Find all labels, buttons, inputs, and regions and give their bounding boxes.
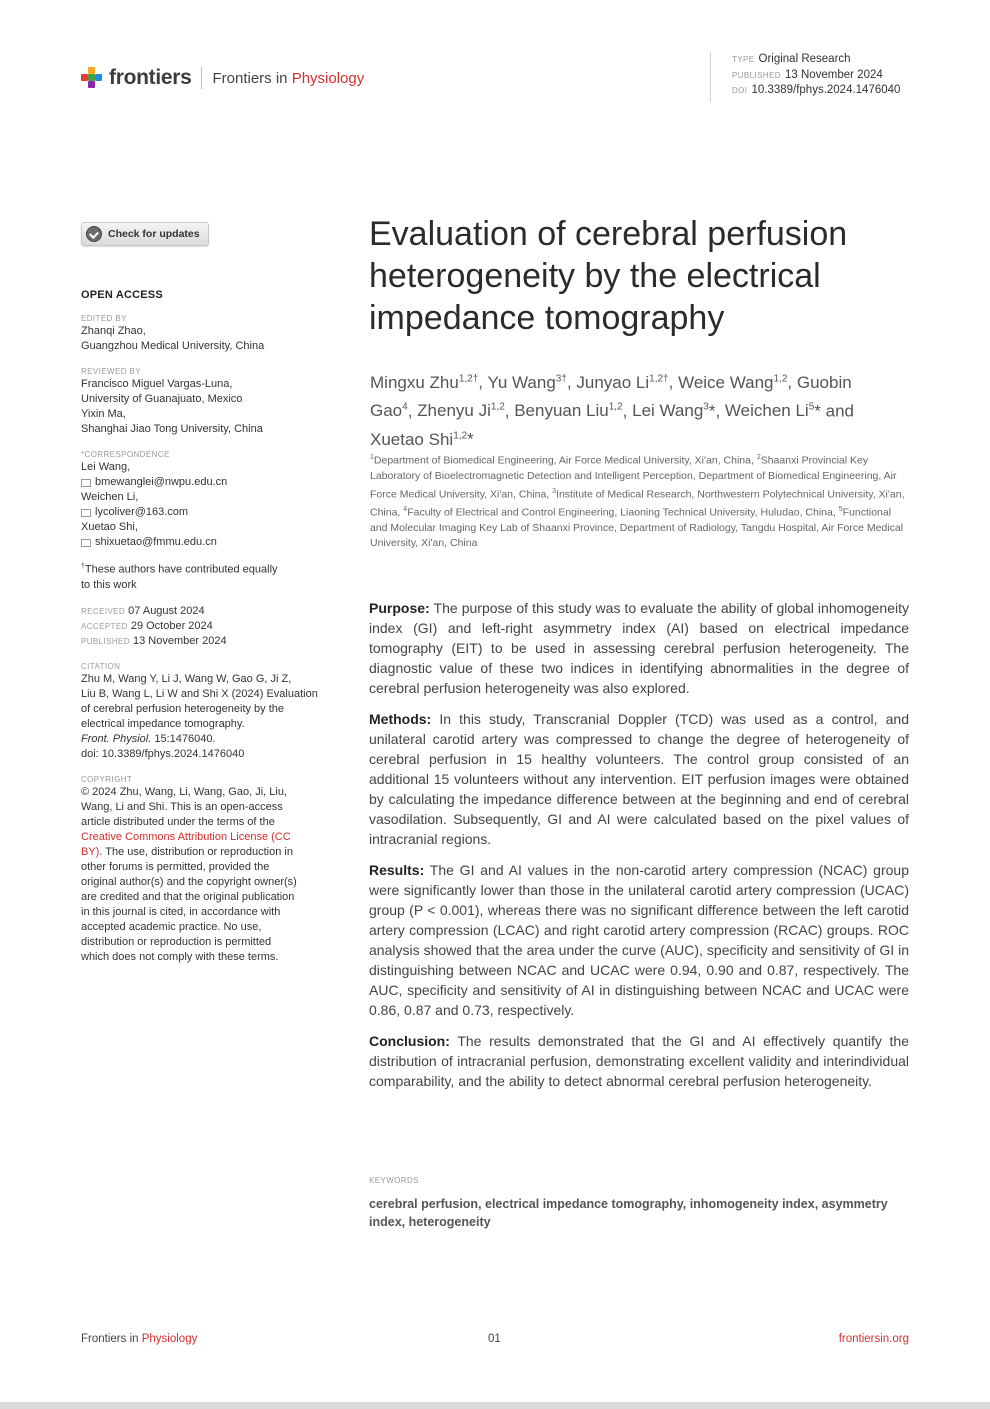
citation-line: electrical impedance tomography.	[81, 717, 245, 730]
frontiers-logo-icon	[81, 67, 103, 89]
article-title: Evaluation of cerebral perfusion heterogeneity by the electrical impedance tomography	[369, 215, 848, 337]
citation-line: Zhu M, Wang Y, Li J, Wang W, Gao G, Ji Z,	[81, 672, 292, 685]
correspondent-email[interactable]: bmewanglei@nwpu.edu.cn	[81, 475, 333, 490]
author[interactable]: Weichen Li$^5$	[724, 401, 815, 421]
bottom-divider	[0, 1402, 990, 1409]
author[interactable]: Mingxu Zhu$^{1,2\dagger}$	[370, 372, 479, 392]
envelope-icon	[81, 479, 91, 487]
edited-by-label: EDITED BY	[81, 314, 127, 323]
reviewer-line: University of Guanajuato, Mexico	[81, 393, 243, 405]
author[interactable]: Zhenyu Ji$^{1,2}$	[417, 401, 505, 421]
copyright-line: in this journal is cited, in accordance with	[81, 905, 281, 918]
correspondence-label: *CORRESPONDENCE	[81, 450, 170, 459]
article-dates	[81, 604, 333, 649]
citation-journal-line: Front. Physiol. 15:1476040.	[81, 732, 216, 745]
copyright-line: accepted academic practice. No use,	[81, 920, 262, 933]
abstract-purpose: Purpose: The purpose of this study was to evaluate the ability of global inhomogeneity index (GI) and left-right asymmetry index (AI) based on electrical impedance tomography (EIT) to be used in assessing cerebral perfusion heterogeneity. The diagnostic value of these two indices in identifying abnormalities in the degree of cerebral perfusion heterogeneity was also explored.	[369, 600, 909, 696]
envelope-icon	[81, 509, 91, 517]
meta-published: PUBLISHED 13 November 2024	[732, 68, 883, 81]
keywords: cerebral perfusion, electrical impedance tomography, inhomogeneity index, asymmetry index, heterogeneity	[369, 1197, 888, 1229]
copyright-line: are credited and that the original publication	[81, 890, 295, 903]
footer-journal[interactable]: Frontiers in Physiology	[81, 1333, 198, 1345]
author[interactable]: Lei Wang$^3$	[632, 401, 709, 421]
reviewer-line: Yixin Ma,	[81, 408, 126, 420]
check-icon	[86, 226, 102, 242]
frontiers-logo[interactable]	[81, 66, 364, 90]
article-meta	[710, 52, 900, 102]
reviewer-line: Francisco Miguel Vargas-Luna,	[81, 378, 233, 390]
logo-divider	[201, 67, 202, 89]
accepted-date: ACCEPTED 29 October 2024	[81, 619, 213, 632]
correspondent-email[interactable]: shixuetao@fmmu.edu.cn	[81, 535, 333, 550]
equal-contribution-note: †These authors have contributed equally	[81, 563, 278, 576]
citation-line: of cerebral perfusion heterogeneity by the	[81, 702, 285, 715]
abstract-methods: Methods: In this study, Transcranial Doppler (TCD) was used as a control, and unilateral carotid artery was compressed to change the degree of heterogeneity of cerebral perfusion in 15 healthy volunteers. The control group consisted of an additional 15 volunteers without any intervention. EIT perfusion images were obtained by calculating the impedance difference between at the beginning and end of cerebral vasodilation. Subsequently, GI and AI were calculated based on the pixel values of intracranial regions.	[369, 711, 909, 847]
author[interactable]: Junyao $Li^{1,2\dagger}$	[576, 372, 669, 392]
correspondent-name: Weichen Li,	[81, 491, 139, 503]
abstract	[369, 598, 909, 1102]
correspondent-name: Xuetao Shi,	[81, 521, 138, 533]
abstract-conclusion: Conclusion: The results demonstrated that the GI and AI effectively quantify the distribution of intracranial perfusion, demonstrating excellent validity and interindividual comparability, and the ability to detect abnormal cerebral perfusion heterogeneity.	[369, 1033, 909, 1089]
correspondent-name: Lei Wang,	[81, 461, 131, 473]
license-link[interactable]: BY)	[81, 845, 100, 858]
equal-contribution-note: to this work	[81, 578, 137, 591]
copyright-line: distribution or reproduction is permitted	[81, 935, 272, 948]
copyright-line: original author(s) and the copyright owner(s)	[81, 875, 297, 888]
author[interactable]: Guobin Gao$^4$	[370, 372, 852, 421]
copyright-line: which does not comply with these terms.	[81, 950, 279, 963]
editor-line: Zhanqi Zhao,	[81, 325, 146, 337]
license-link[interactable]: Creative Commons Attribution License (CC	[81, 830, 291, 843]
author[interactable]: Xuetao Shi$^{1,2}$	[370, 429, 468, 449]
author[interactable]: Weice Wang$^{1,2}$	[678, 372, 788, 392]
check-for-updates-button[interactable]	[81, 222, 209, 246]
citation-doi[interactable]: doi: 10.3389/fphys.2024.1476040	[81, 747, 245, 760]
copyright-line: Wang, Li and Shi. This is an open-access	[81, 800, 283, 813]
abstract-results: Results: The GI and AI values in the non-carotid artery compression (NCAC) group were significantly lower than those in the unilateral carotid artery compression (UCAC) group (P < 0.001), whereas there was no significant difference between the left carotid artery compression (LCAC) and right carotid artery compression (RCAC) groups. ROC analysis showed that the area under the curve (AUC), specificity and sensitivity of GI in distinguishing between NCAC and UCAC were 0.94, 0.90 and 0.87, respectively. The AUC, specificity and sensitivity of AI in distinguishing between NCAC and UCAC were 0.86, 0.87 and 0.73, respectively.	[369, 862, 909, 1018]
citation-label: CITATION	[81, 661, 121, 671]
meta-type: TYPE Original Research	[732, 53, 851, 65]
sidebar	[81, 222, 333, 965]
copyright-line: BY). The use, distribution or reproduction in	[81, 845, 293, 858]
editor-line: Guangzhou Medical University, China	[81, 340, 265, 352]
envelope-icon	[81, 539, 91, 547]
footer-site-link[interactable]: frontiersin.org	[838, 1333, 909, 1345]
open-access-label: OPEN ACCESS	[81, 289, 163, 301]
copyright-line: other forums is permitted, provided the	[81, 860, 270, 873]
received-date: RECEIVED 07 August 2024	[81, 604, 205, 617]
journal-title: Frontiers in Physiology	[212, 69, 365, 87]
citation-line: Liu B, Wang L, Li W and Shi X (2024) Evaluation	[81, 687, 318, 700]
copyright-label: COPYRIGHT	[81, 774, 133, 784]
keywords-label: KEYWORDS	[369, 1176, 419, 1185]
check-for-updates-label: Check for updates	[108, 228, 200, 240]
reviewer-line: Shanghai Jiao Tong University, China	[81, 423, 263, 435]
correspondent-email[interactable]: lycoliver@163.com	[81, 505, 333, 520]
reviewed-by-label: REVIEWED BY	[81, 367, 141, 376]
affiliations: $^1$Department of Biomedical Engineering, Air Force Medical University, Xi'an, China, $^2$Shaanxi Provincial Key Laboratory of Bioelectromagnetic Detection and Intelligent Perception, Department of Biomedical Engineering, Air Force Medical University, Xi'an, China, $^3$Institute of Medical Research, Northwestern Polytechnical University, Xi'an, China, $^4$Faculty of Electrical and Control Engineering, Liaoning Technical University, Huludao, China, $^5$Functional and Molecular Imaging Key Lab of Shaanxi Province, Department of Radiology, Tangdu Hospital, Air Force Medical University, Xi'an, China	[370, 454, 905, 549]
page-number: 01	[488, 1333, 501, 1345]
copyright-line: article distributed under the terms of the	[81, 815, 275, 828]
author-list: Mingxu Zhu$^{1,2\dagger}$, Yu Wang$^{3\dagger}$, Junyao $Li^{1,2\dagger}$, Weice Wang$^{1,2}$, Guobin Gao$^4$, Zhenyu Ji$^{1,2}$, Benyuan Liu$^{1,2}$, Lei Wang$^3$*, Weichen Li$^5$* and Xuetao Shi$^{1,2}$*	[370, 372, 854, 449]
author[interactable]: Benyuan Liu$^{1,2}$	[514, 401, 623, 421]
copyright-line: © 2024 Zhu, Wang, Li, Wang, Gao, Ji, Liu,	[81, 785, 288, 798]
author[interactable]: Yu Wang$^{3\dagger}$	[487, 372, 567, 392]
meta-doi[interactable]: DOI 10.3389/fphys.2024.1476040	[732, 84, 901, 96]
published-date: PUBLISHED 13 November 2024	[81, 634, 227, 647]
brand-name: frontiers	[109, 66, 192, 89]
